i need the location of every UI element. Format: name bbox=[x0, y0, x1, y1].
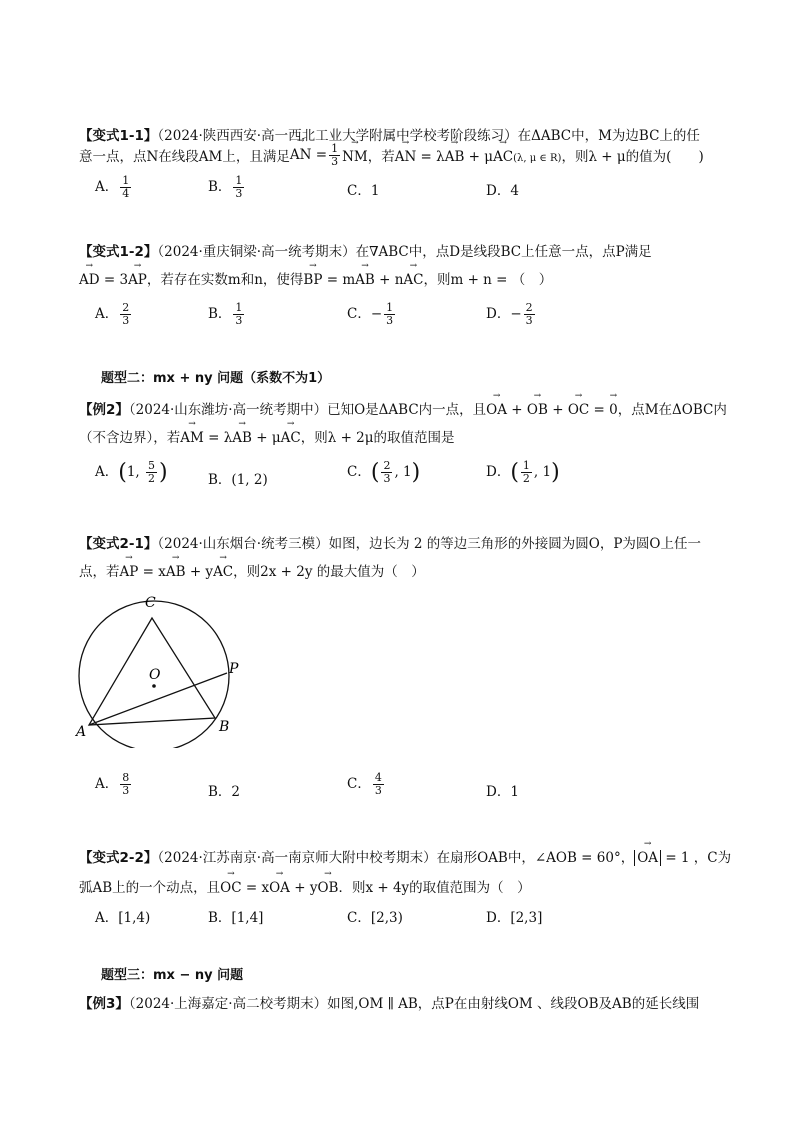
v21-text-1: （2024·山东烟台·统考三模）如图，边长为 2 的等边三角形的外接圆为圆O，P为圆O上任一 bbox=[157, 536, 701, 552]
option-label: D． bbox=[486, 784, 511, 800]
v22-option-d[interactable] bbox=[486, 906, 542, 926]
option-text: [2,3] bbox=[510, 910, 543, 926]
label-b: B bbox=[219, 719, 230, 735]
label-o: O bbox=[149, 667, 161, 683]
condition: (λ, μ ∈ R) bbox=[513, 153, 562, 164]
section-header-3: 题型三：mx − ny 问题 bbox=[101, 968, 244, 983]
option-text: [1,4] bbox=[231, 910, 264, 926]
eq: = m bbox=[322, 272, 356, 288]
v22-text-1a: （2024·江苏南京·高一南京师大附中校考期末）在扇形OAB中，∠AOB = 60°， bbox=[157, 850, 635, 866]
sign: − bbox=[370, 306, 383, 322]
plus: + μ bbox=[464, 149, 494, 165]
option-label: B． bbox=[208, 179, 232, 195]
frac-num: 2 bbox=[525, 301, 533, 314]
frac-den: 3 bbox=[122, 784, 130, 797]
v21-line-1 bbox=[79, 532, 701, 552]
v21-tag: 【变式2-1】 bbox=[79, 536, 158, 552]
frac-num: 1 bbox=[235, 174, 243, 187]
plus: + y bbox=[289, 880, 318, 896]
frac-num: 8 bbox=[122, 771, 130, 784]
center-dot bbox=[152, 684, 156, 688]
v11-text-1: （2024·陕西西安·高一西北工业大学附属中学校考阶段练习）在ΔABC中，M为边BC上的任 bbox=[157, 128, 700, 144]
e2-text-2b: ，则λ + 2μ的取值范围是 bbox=[300, 430, 455, 446]
option-text: 1, bbox=[126, 464, 145, 480]
option-label: C． bbox=[347, 910, 371, 926]
vec-ab: → AB bbox=[355, 272, 375, 288]
vec-ab: → AB bbox=[232, 430, 252, 446]
plus: + μ bbox=[251, 430, 281, 446]
v11-text-2b: ，若 bbox=[367, 149, 395, 165]
v11-option-b[interactable] bbox=[208, 175, 246, 200]
option-label: A． bbox=[95, 910, 119, 926]
option-text: 2 bbox=[231, 784, 241, 800]
option-text: 1 bbox=[370, 183, 380, 199]
v12-option-a[interactable] bbox=[95, 302, 133, 327]
plus: + bbox=[547, 402, 568, 418]
option-label: C． bbox=[347, 776, 371, 792]
frac-den: 3 bbox=[374, 784, 382, 797]
eq: = bbox=[589, 402, 610, 418]
v21-option-a[interactable] bbox=[95, 772, 133, 797]
frac-den: 3 bbox=[525, 314, 533, 327]
eq: = x bbox=[138, 564, 166, 580]
v12-line-1 bbox=[79, 240, 652, 260]
v11-option-a[interactable] bbox=[95, 175, 133, 200]
option-label: D． bbox=[486, 464, 511, 480]
vec-oc: → OC bbox=[220, 880, 241, 896]
abs-value bbox=[634, 850, 661, 866]
option-text: [2,3) bbox=[370, 910, 403, 926]
v22-text-2a: 弧AB上的一个动点，且 bbox=[79, 880, 221, 896]
v21-option-c[interactable] bbox=[347, 772, 386, 797]
vec-ab: → AB bbox=[166, 564, 186, 580]
option-label: B． bbox=[208, 306, 232, 322]
frac-den: 2 bbox=[522, 472, 530, 485]
e2-option-c[interactable] bbox=[347, 460, 420, 485]
frac-den: 3 bbox=[383, 472, 391, 485]
option-label: B． bbox=[208, 472, 232, 488]
v11-text-2a: 意一点，点N在线段AM上，且满足 bbox=[79, 149, 290, 165]
option-label: C． bbox=[347, 183, 371, 199]
frac-num: 1 bbox=[235, 301, 243, 314]
frac-den: 3 bbox=[235, 187, 243, 200]
frac-den: 3 bbox=[235, 314, 243, 327]
vec-nm: → NM bbox=[342, 149, 368, 165]
v12-text-2a: ，若存在实数m和n，使得 bbox=[146, 272, 304, 288]
option-label: D． bbox=[486, 306, 511, 322]
eq: = bbox=[311, 147, 328, 163]
option-label: A． bbox=[95, 306, 119, 322]
eq: = λ bbox=[416, 149, 445, 165]
vec-ac: → AC bbox=[493, 149, 513, 165]
eq: = x bbox=[241, 880, 270, 896]
vec-an2: → AN bbox=[395, 149, 417, 165]
v11-text-2c: ，则λ + μ的值为( ) bbox=[561, 149, 704, 165]
option-label: C． bbox=[347, 464, 371, 480]
option-label: B． bbox=[208, 910, 232, 926]
plus: + y bbox=[185, 564, 214, 580]
plus: + n bbox=[374, 272, 404, 288]
sign: − bbox=[510, 306, 522, 322]
e2-tag: 【例2】 bbox=[79, 402, 129, 418]
frac-den: 3 bbox=[122, 314, 130, 327]
vec-ac: → AC bbox=[213, 564, 233, 580]
frac-num: 5 bbox=[148, 459, 156, 472]
v21-option-b[interactable] bbox=[208, 780, 240, 800]
vec-oa: → OA bbox=[269, 880, 290, 896]
v22-option-b[interactable] bbox=[208, 906, 263, 926]
e2-text-1b: ，点M在ΔOBC内 bbox=[617, 402, 727, 418]
v22-line-2 bbox=[79, 876, 531, 896]
v21-line-2 bbox=[79, 560, 425, 580]
vec-bp: → BP bbox=[303, 272, 322, 288]
vec-ob: → OB bbox=[317, 880, 338, 896]
option-text: , 1 bbox=[394, 464, 412, 480]
paren-left: ( bbox=[510, 460, 519, 485]
frac-den: 3 bbox=[386, 314, 394, 327]
frac-num: 2 bbox=[383, 459, 391, 472]
eq: = 3 bbox=[99, 272, 129, 288]
frac-num: 4 bbox=[374, 771, 382, 784]
option-label: D． bbox=[486, 910, 511, 926]
vec-ac: → AC bbox=[281, 430, 301, 446]
option-text: 4 bbox=[510, 183, 519, 199]
v21-text-2b: ，则2x + 2y 的最大值为（ ） bbox=[233, 564, 425, 580]
vec-oa-abs: → OA bbox=[637, 850, 658, 866]
v11-option-c[interactable] bbox=[347, 179, 379, 199]
label-c: C bbox=[145, 595, 156, 611]
option-text: 1 bbox=[510, 784, 519, 800]
paren-left: ( bbox=[118, 460, 127, 485]
v12-line-2 bbox=[79, 268, 552, 288]
v12-option-c[interactable] bbox=[347, 302, 397, 327]
e3-line-1 bbox=[79, 992, 699, 1012]
v22-option-a[interactable] bbox=[95, 906, 150, 926]
paren-left: ( bbox=[370, 460, 380, 485]
label-p: P bbox=[229, 661, 239, 677]
paren-right: ) bbox=[411, 460, 421, 485]
frac-den: 2 bbox=[148, 472, 156, 485]
option-label: B． bbox=[208, 784, 232, 800]
option-text: [1,4) bbox=[118, 910, 151, 926]
e2-text-2a: （不含边界），若 bbox=[79, 430, 181, 446]
frac-den: 3 bbox=[331, 154, 339, 168]
frac-num: 1 bbox=[522, 459, 530, 472]
vec-an: → AN bbox=[290, 147, 312, 163]
label-a: A bbox=[76, 724, 87, 740]
v12-text-2b: ，则m + n = （ ） bbox=[423, 272, 553, 288]
vec-oc: → OC bbox=[568, 402, 589, 418]
e2-line-2 bbox=[79, 426, 455, 446]
frac-den: 4 bbox=[122, 187, 130, 200]
e3-tag: 【例3】 bbox=[79, 996, 129, 1012]
option-label: A． bbox=[95, 776, 119, 792]
frac-num: 1 bbox=[331, 141, 339, 155]
e2-option-b[interactable] bbox=[208, 468, 268, 488]
v12-tag: 【变式1-2】 bbox=[79, 244, 158, 260]
vec-oa: → OA bbox=[486, 402, 507, 418]
vec-ac: → AC bbox=[403, 272, 423, 288]
v22-option-c[interactable] bbox=[347, 906, 403, 926]
option-label: A． bbox=[95, 179, 119, 195]
e2-line-1 bbox=[79, 398, 727, 418]
option-label: A． bbox=[95, 464, 119, 480]
v12-option-b[interactable] bbox=[208, 302, 246, 327]
v12-text-1: （2024·重庆铜梁·高一统考期末）在∇ABC中，点D是线段BC上任意一点，点P满足 bbox=[157, 244, 652, 260]
option-label: C． bbox=[347, 306, 371, 322]
plus: + bbox=[507, 402, 527, 418]
vec-ap: → AP bbox=[128, 272, 147, 288]
vec-ap: → AP bbox=[120, 564, 139, 580]
e2-text-1a: （2024·山东潍坊·高一统考期中）已知O是ΔABC内一点，且 bbox=[128, 402, 487, 418]
option-text: (1, 2) bbox=[231, 472, 268, 488]
v12-option-d[interactable] bbox=[486, 302, 537, 327]
v21-option-d[interactable] bbox=[486, 780, 519, 800]
v22-tag: 【变式2-2】 bbox=[79, 850, 158, 866]
paren-right: ) bbox=[159, 460, 168, 485]
e3-text-1: （2024·上海嘉定·高二校考期末）如图,OM ∥ AB，点P在由射线OM 、线段OB及AB的延长线围 bbox=[128, 996, 700, 1012]
v21-text-2a: 点，若 bbox=[79, 564, 120, 580]
e2-option-a[interactable] bbox=[95, 460, 168, 485]
e2-option-d[interactable] bbox=[486, 460, 560, 485]
vec-ob: → OB bbox=[527, 402, 548, 418]
option-label: D． bbox=[486, 183, 511, 199]
frac-num: 2 bbox=[122, 301, 130, 314]
vec-am: → AM bbox=[180, 430, 204, 446]
paren-right: ) bbox=[551, 460, 560, 485]
frac-num: 1 bbox=[122, 174, 130, 187]
vec-ab: → AB bbox=[445, 149, 465, 165]
v11-option-d[interactable] bbox=[486, 179, 519, 199]
v22-text-1b: = 1 ，C为 bbox=[661, 850, 732, 866]
v22-line-1 bbox=[79, 846, 731, 866]
vec-zero: → 0 bbox=[609, 402, 618, 418]
circle-triangle-figure bbox=[70, 588, 250, 748]
v22-text-2b: ．则x + 4y的取值范围为（ ） bbox=[338, 880, 531, 896]
section-header-2: 题型二：mx + ny 问题（系数不为1） bbox=[101, 371, 331, 386]
eq: = λ bbox=[203, 430, 233, 446]
v11-line-2 bbox=[79, 131, 704, 168]
vec-ad: → AD bbox=[79, 272, 100, 288]
v11-tag: 【变式1-1】 bbox=[79, 128, 158, 144]
option-text: , 1 bbox=[533, 464, 552, 480]
frac-one-third bbox=[329, 143, 340, 168]
frac-num: 1 bbox=[386, 301, 394, 314]
